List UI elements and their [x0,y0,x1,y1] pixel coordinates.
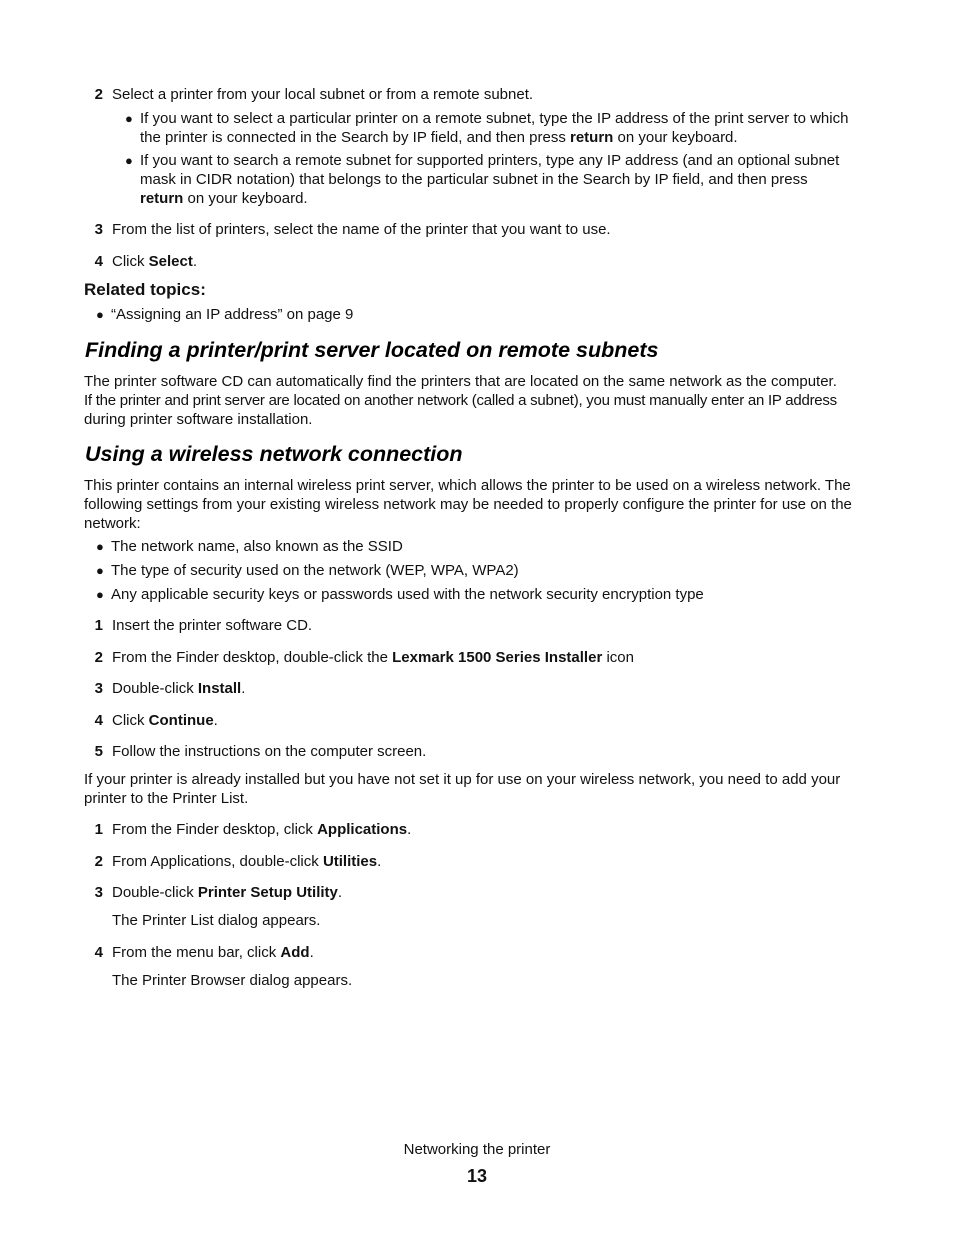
bullet-text [140,151,839,208]
bullet-dot: ● [125,153,133,168]
step-number: 3 [94,221,103,238]
text-line: If you want to search a remote subnet for supported printers, type any IP address (and an optional subnet [140,152,840,169]
step-text: Double-click Install. [112,680,246,697]
text-line: the printer is connected in the Search by IP field, and then press return on your keyboard. [140,129,738,146]
step-number: 2 [94,649,103,666]
step-text: From the Finder desktop, double-click the Lexmark 1500 Series Installer icon [112,649,634,666]
text-line: return on your keyboard. [140,190,308,207]
bullet-text [140,109,848,147]
text-line: This printer contains an internal wireless print server, which allows the printer to be used on a wireless network. The [84,477,851,494]
step-number: 3 [94,680,103,697]
step-number: 4 [94,712,103,729]
bullet-dot: ● [125,111,133,126]
step-number: 4 [94,253,103,270]
step-text: From the Finder desktop, click Applications. [112,821,412,838]
step-number: 3 [94,884,103,901]
keyword-return: return [569,129,614,146]
bullet-text: The type of security used on the network (WEP, WPA, WPA2) [111,562,519,579]
step-text: Double-click Printer Setup Utility. [112,884,343,901]
paragraph-wireless [84,476,874,533]
step-text: From the list of printers, select the name of the printer that you want to use. [112,221,611,238]
bullet-text: The network name, also known as the SSID [111,538,403,555]
step-text: Click Continue. [112,712,218,729]
step-number: 2 [94,86,103,103]
step-number: 1 [94,821,103,838]
step-result-printer-list: The Printer List dialog appears. [112,912,321,929]
section-heading-wireless: Using a wireless network connection [85,442,463,466]
step-number: 1 [94,617,103,634]
step-number: 4 [94,944,103,961]
bullet-dot: ● [96,563,104,578]
footer-chapter-title: Networking the printer [403,1141,551,1158]
step-result-printer-browser: The Printer Browser dialog appears. [112,972,353,989]
bullet-dot: ● [96,307,104,322]
text-line: mask in CIDR notation) that belongs to the particular subnet in the Search by IP field, and then press [140,171,808,188]
text-line: If the printer and print server are located on another network (called a subnet), you must manually enter an IP address [84,392,837,409]
section-heading-remote-subnets: Finding a printer/print server located on remote subnets [85,338,659,362]
paragraph-already-installed [84,770,874,808]
step-text: Insert the printer software CD. [112,617,313,634]
paragraph-remote-subnets [84,372,874,429]
related-topic-link[interactable]: “Assigning an IP address” on page 9 [111,306,354,323]
step-text: Select a printer from your local subnet or from a remote subnet. [112,86,534,103]
text-line: The printer software CD can automatically find the printers that are located on the same network as the computer. [84,373,837,390]
step-text: Click Select. [112,253,198,270]
text-line: during printer software installation. [84,411,313,428]
bullet-text: Any applicable security keys or passwords used with the network security encryption type [111,586,704,603]
bullet-dot: ● [96,587,104,602]
text-line: printer to the Printer List. [84,790,249,807]
text-line: If your printer is already installed but you have not set it up for use on your wireless network, you need to add your [84,771,841,788]
keyword-return: return [140,190,184,207]
text-line: following settings from your existing wireless network may be needed to properly configure the printer for use on the [84,496,852,513]
bullet-dot: ● [96,539,104,554]
text-line: If you want to select a particular printer on a remote subnet, type the IP address of the print server to which [140,110,849,127]
step-text: From the menu bar, click Add. [112,944,314,961]
page-number: 13 [466,1166,488,1186]
related-topics-heading: Related topics: [84,280,206,299]
step-text: From Applications, double-click Utilities. [112,853,382,870]
step-number: 2 [94,853,103,870]
step-number: 5 [94,743,103,760]
text-line: network: [84,515,141,532]
step-text: Follow the instructions on the computer screen. [112,743,427,760]
